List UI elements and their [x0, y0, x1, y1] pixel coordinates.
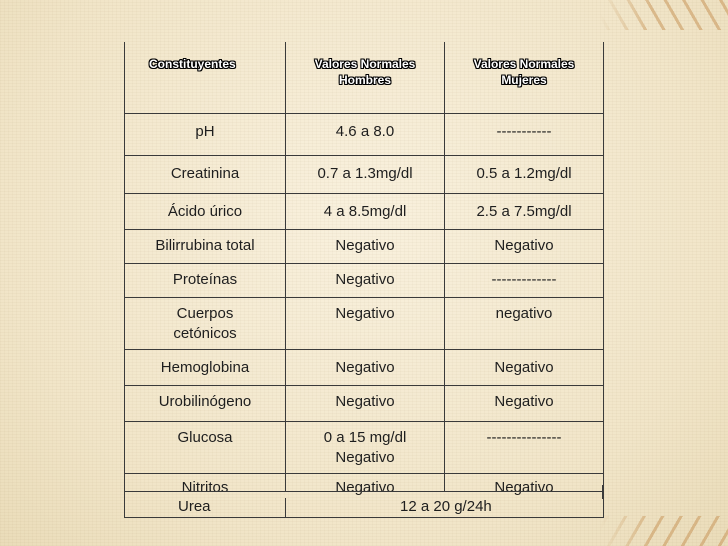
table-row: [125, 264, 603, 298]
row-value-women: 2.5 a 7.5mg/dl: [476, 203, 572, 220]
table-header-row: [125, 42, 603, 114]
row-constituent: Glucosa: [177, 429, 233, 446]
table-row: [125, 422, 603, 474]
row-value-women: -----------: [496, 123, 552, 140]
row-constituent: Bilirrubina total: [155, 237, 255, 254]
row-constituent: Ácido úrico: [167, 203, 243, 220]
row-value-women: ---------------: [486, 429, 562, 446]
row-value-women: 0.5 a 1.2mg/dl: [476, 165, 572, 182]
column-divider: [285, 42, 286, 491]
row-value-women: Negativo: [494, 359, 554, 376]
urea-row-line: [124, 491, 604, 492]
row-value-women: Negativo: [494, 479, 554, 496]
table-row: [125, 230, 603, 264]
row-constituent: Hemoglobina: [160, 359, 250, 376]
row-value-men: Negativo: [335, 305, 395, 322]
row-constituent: Nitritos: [181, 479, 229, 496]
header-valores-hombres: Valores Normales Hombres: [314, 57, 416, 87]
row-value-women: negativo: [495, 305, 553, 322]
header-constituyentes: Constituyentes: [149, 57, 236, 71]
row-value-men: 0.7 a 1.3mg/dl: [317, 165, 413, 182]
urine-values-table: [124, 42, 604, 518]
urea-value: 12 a 20 g/24h: [400, 498, 492, 515]
header-valores-mujeres: Valores Normales Mujeres: [473, 57, 575, 87]
column-divider: [285, 498, 286, 518]
row-value-men: Negativo: [335, 237, 395, 254]
table-row: [125, 350, 603, 386]
corner-decoration-top: [600, 0, 728, 30]
urea-label: Urea: [178, 498, 211, 515]
row-value-men: Negativo: [335, 393, 395, 410]
urea-right-tick: [602, 485, 603, 499]
table-row: [125, 156, 603, 194]
row-value-men: Negativo: [335, 271, 395, 288]
row-value-men: 0 a 15 mg/dl Negativo: [323, 429, 407, 466]
corner-decoration-bottom: [600, 516, 728, 546]
row-constituent: Cuerpos cetónicos: [173, 305, 237, 342]
row-constituent: Creatinina: [170, 165, 240, 182]
row-value-men: Negativo: [335, 479, 395, 496]
row-value-women: Negativo: [494, 237, 554, 254]
row-constituent: pH: [195, 123, 215, 140]
row-value-men: 4.6 a 8.0: [335, 123, 395, 140]
table-row: [125, 298, 603, 350]
row-value-men: Negativo: [335, 359, 395, 376]
row-value-men: 4 a 8.5mg/dl: [323, 203, 407, 220]
row-constituent: Urobilinógeno: [158, 393, 252, 410]
row-constituent: Proteínas: [172, 271, 238, 288]
table-row: [125, 386, 603, 422]
row-value-women: -------------: [491, 271, 557, 288]
table-row: [125, 194, 603, 230]
table-row: [125, 114, 603, 156]
column-divider: [444, 42, 445, 491]
row-value-women: Negativo: [494, 393, 554, 410]
